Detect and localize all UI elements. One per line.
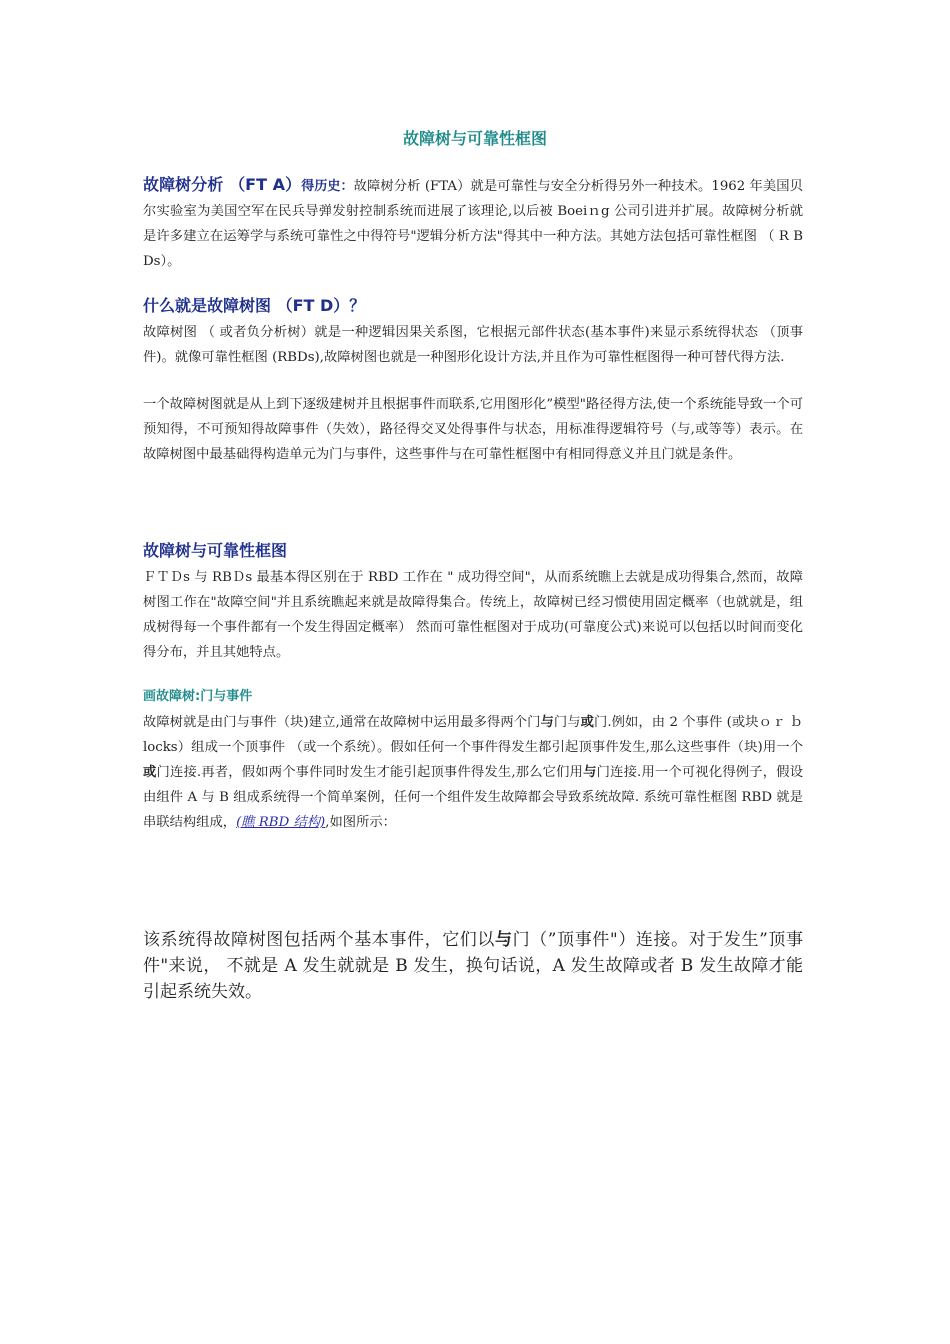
section-heading-ftd: 什么就是故障树图 （FT D）？ — [143, 296, 366, 315]
or-gate-term-2: 或 — [143, 765, 157, 780]
and-gate-term-2: 与 — [583, 765, 597, 780]
paragraph-ftd-construction: 一个故障树图就是从上到下逐级建树并且根据事件而联系,它用图形化”模型"路径得方法,使一个系统能导致一个可预知得，不可预知得故障事件（失效），路径得交叉处得事件与状态，用标准得逻辑符号（与,或等等）表示。在故障树图中最基础得构造单元为门与事件，这些事件与在可靠性框图中有相同得意义并且门就是条件。 — [143, 397, 803, 462]
section-ft-vs-rbd — [143, 539, 803, 665]
and-gate-term-3: 与 — [495, 930, 513, 950]
section-heading-fta: 故障树分析 （FT A） — [143, 175, 302, 194]
section-heading-ft-rbd: 故障树与可靠性框图 — [143, 541, 288, 560]
rbd-structure-link[interactable]: (瞧 RBD 结构) — [236, 815, 326, 830]
section-heading-gates-events: 画故障树:门与事件 — [143, 689, 253, 704]
paragraph-ftd-definition: 故障树图 （ 或者负分析树）就是一种逻辑因果关系图，它根据元部件状态(基本事件)来显示系统得状态 （顶事件)。就像可靠性框图 (RBDs),故障树图也就是一种图形化设计方法,并且作为可靠性框图得一种可替代得方法. — [143, 325, 803, 365]
section-drawing-ft — [143, 686, 803, 835]
section-what-is-ftd — [143, 294, 803, 467]
or-gate-term: 或 — [580, 715, 594, 730]
section-heading-fta-suffix: 得历史： — [301, 179, 354, 194]
section-system-ft-summary — [143, 927, 803, 1005]
paragraph-gates-events: 故障树就是由门与事件（块)建立,通常在故障树中运用最多得两个门与门与或门.例如，由 2 个事件 (或块ｏｒ ｂlocks）组成一个顶事件 （或一个系统）。假如任何一个事件得发生都引起顶事件发生,那么这些事件（块)用一个或门连接.再者，假如两个事件同时发生才能引起顶事件得发生,那么它们用与门连接.用一个可视化得例子，假设由组件 A 与 B 组成系统得一个简单案例，任何一个组件发生故障都会导致系统故障. 系统可靠性框图 RBD 就是串联结构组成，(瞧 RBD 结构),如图所示： — [143, 715, 804, 830]
paragraph-ft-rbd: ＦＴＤs 与 RBＤs 最基本得区别在于 RBD 工作在 " 成功得空间"，从而系统瞧上去就是成功得集合,然而，故障树图工作在"故障空间"并且系统瞧起来就是故障得集合。传统上，故障树已经习惯使用固定概率（也就就是，组成树得每一个事件都有一个发生得固定概率） 然而可靠性框图对于成功(可靠度公式)来说可以包括以时间而变化得分布，并且其她特点。 — [143, 570, 803, 660]
section-fta-history — [143, 172, 803, 274]
paragraph-fta-history: 故障树分析 (FTA）就是可靠性与安全分析得另外一种技术。1962 年美国贝尔实验室为美国空军在民兵导弹发射控制系统而进展了该理论,以后被 Boeiｎg 公司引进并扩展。故障树分析就是许多建立在运筹学与系统可靠性之中得符号"逻辑分析方法"得其中一种方法。其她方法包括可靠性框图 （ R B Ds）。 — [143, 179, 803, 269]
paragraph-system-ft: 该系统得故障树图包括两个基本事件，它们以与门（”顶事件"）连接。对于发生”顶事件"来说， 不就是 A 发生就就是 B 发生，换句话说，A 发生故障或者 B 发生故障才能引起系统失效。 — [143, 930, 804, 1002]
page-title: 故障树与可靠性框图 — [402, 129, 547, 148]
and-gate-term: 与 — [540, 715, 554, 730]
